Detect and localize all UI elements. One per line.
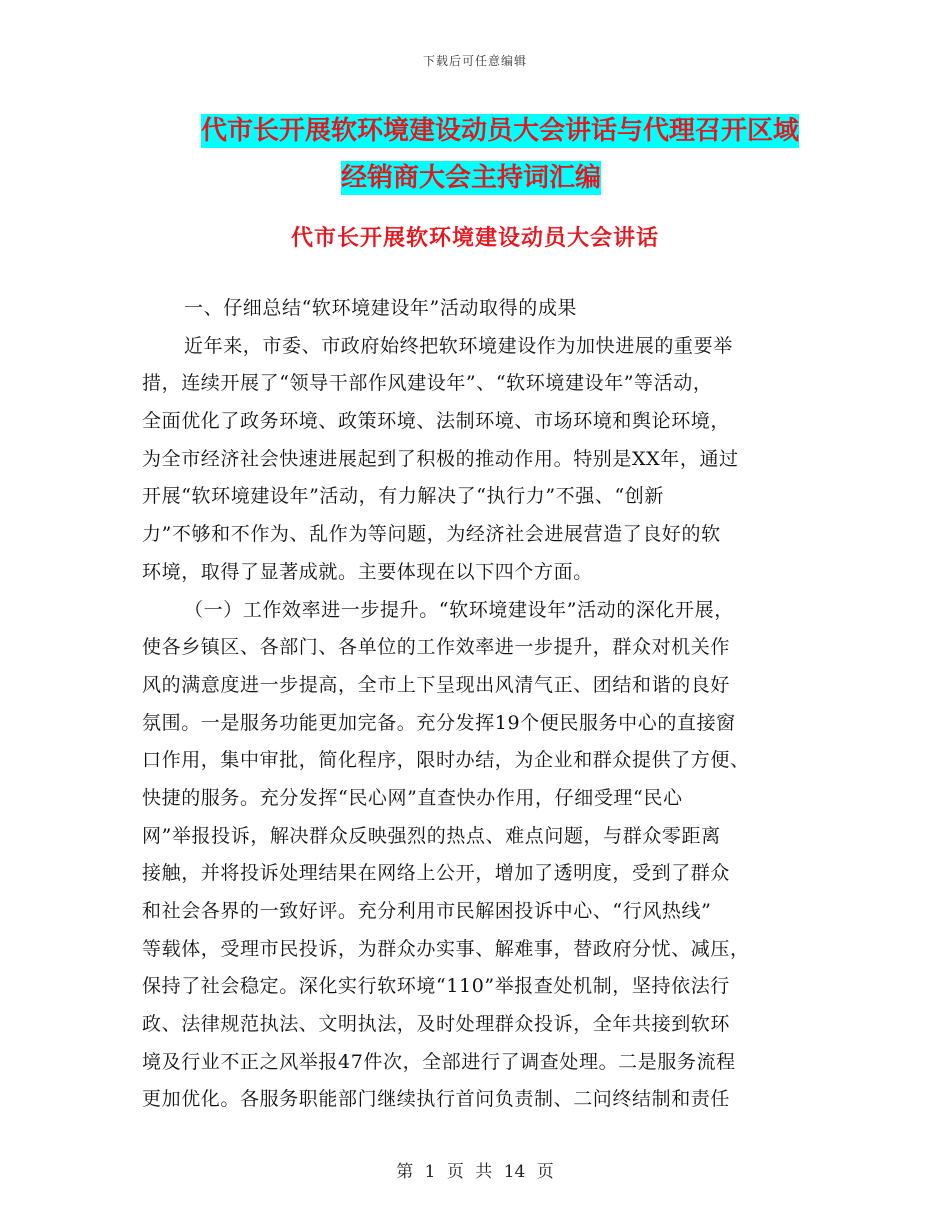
body-line: 使各乡镇区、各部门、各单位的工作效率进一步提升，群众对机关作	[142, 636, 731, 659]
body-line: 境及行业不正之风举报47件次，全部进行了调查处理。二是服务流程	[142, 1050, 736, 1073]
body-line: 全面优化了政务环境、政策环境、法制环境、市场环境和舆论环境，	[142, 410, 731, 433]
body-line: 近年来，市委、市政府始终把软环境建设作为加快进展的重要举	[184, 334, 733, 357]
body-line: 口作用，集中审批，简化程序，限时办结，为企业和群众提供了方便、	[142, 749, 750, 772]
body-line: 为全市经济社会快速进展起到了积极的推动作用。特别是XX年，通过	[142, 447, 739, 470]
body-line: 政、法律规范执法、文明执法，及时处理群众投诉，全年共接到软环	[142, 1013, 731, 1036]
document-title	[0, 108, 950, 202]
section-title: 代市长开展软环境建设动员大会讲话	[290, 226, 659, 251]
body-line: 网”举报投诉，解决群众反映强烈的热点、难点问题，与群众零距离	[142, 824, 721, 847]
body-line: 更加优化。各服务职能部门继续执行首问负责制、二问终结制和责任	[142, 1088, 731, 1111]
body-line: 一、仔细总结“软环境建设年”活动取得的成果	[184, 297, 578, 319]
body-line: （一）工作效率进一步提升。“软环境建设年”活动的深化开展，	[184, 598, 734, 621]
body-line: 措，连续开展了“领导干部作风建设年”、“软环境建设年”等活动，	[142, 372, 713, 395]
body-line: 保持了社会稳定。深化实行软环境“110”举报查处机制，坚持依法行	[142, 975, 730, 998]
page-header-note: 下载后可任意编辑	[422, 54, 527, 68]
title-highlight-1: 代市长开展软环境建设动员大会讲话与代理召开区域	[200, 116, 799, 146]
document-title-line-2	[0, 155, 950, 202]
title-highlight-2: 经销商大会主持词汇编	[340, 163, 601, 193]
body-line: 快捷的服务。充分发挥“民心网”直查快办作用，仔细受理“民心	[142, 786, 683, 809]
body-line: 氛围。一是服务功能更加完备。充分发挥19个便民服务中心的直接窗	[142, 711, 736, 734]
body-line: 接触，并将投诉处理结果在网络上公开，增加了透明度，受到了群众	[142, 862, 731, 885]
page-number-footer: 第 1 页 共 14 页	[396, 1162, 554, 1182]
body-line: 风的满意度进一步提高，全市上下呈现出风清气正、团结和谐的良好	[142, 673, 731, 696]
body-line: 和社会各界的一致好评。充分利用市民解困投诉中心、“行风热线”	[142, 900, 712, 922]
body-line: 力”不够和不作为、乱作为等问题，为经济社会进展营造了良好的软	[142, 523, 721, 546]
body-line: 开展“软环境建设年”活动，有力解决了“执行力”不强、“创新	[142, 485, 664, 508]
body-line: 等载体，受理市民投诉，为群众办实事、解难事，替政府分忧、减压，	[142, 937, 750, 960]
body-line: 环境，取得了显著成就。主要体现在以下四个方面。	[142, 560, 593, 583]
body-text	[142, 290, 808, 1119]
document-title-line-1	[50, 108, 950, 155]
